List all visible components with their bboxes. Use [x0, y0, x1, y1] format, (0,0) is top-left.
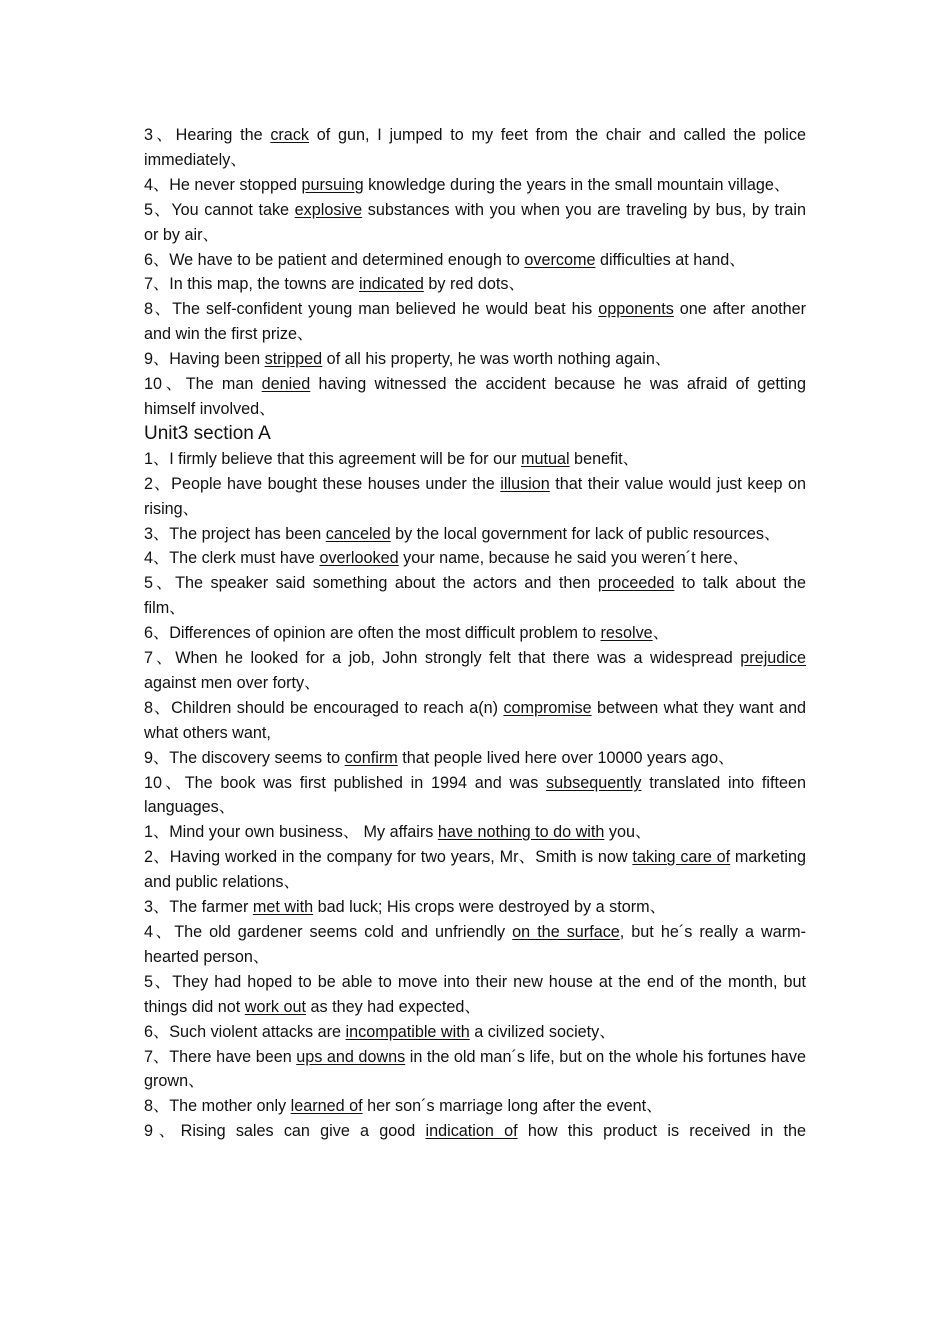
- sentence-item: 5、The speaker said something about the actors and then proceeded to talk about the film、: [144, 574, 806, 618]
- sentence-item: 10、The man denied having witnessed the accident because he was afraid of getting himself involved、: [144, 375, 806, 418]
- keyword: explosive: [294, 200, 363, 219]
- keyword: stripped: [264, 350, 323, 369]
- keyword: mutual: [520, 449, 570, 468]
- sentence-item: 1、I firmly believe that this agreement will be for our mutual benefit、: [144, 449, 639, 468]
- keyword: confirm: [344, 748, 398, 767]
- sentence-item: 8、Children should be encouraged to reach a(n) compromise between what they want and what others want,: [144, 698, 806, 742]
- sentence-item: 5、They had hoped to be able to move into their new house at the end of the month, but things did not work out as they had expected、: [144, 972, 806, 1016]
- keyword: pursuing: [301, 175, 364, 194]
- keyword: denied: [261, 375, 311, 394]
- keyword: ups and downs: [296, 1047, 406, 1066]
- keyword: met with: [252, 898, 314, 917]
- keyword: opponents: [598, 300, 674, 319]
- keyword: learned of: [290, 1097, 363, 1116]
- keyword: on the surface: [512, 923, 620, 941]
- document-page: [144, 123, 806, 1144]
- sentence-item: 4、He never stopped pursuing knowledge during the years in the small mountain village、: [144, 175, 791, 194]
- keyword: proceeded: [597, 574, 675, 593]
- sentence-item: 3、Hearing the crack of gun, I jumped to my feet from the chair and called the police immediately、: [144, 126, 806, 169]
- keyword: subsequently: [546, 773, 642, 792]
- sentence-item: 5、You cannot take explosive substances with you when you are traveling by bus, by train or by air、: [144, 200, 806, 244]
- keyword: incompatible with: [345, 1022, 470, 1041]
- keyword: have nothing to do with: [437, 823, 605, 842]
- keyword: canceled: [325, 524, 391, 543]
- keyword: prejudice: [740, 649, 806, 668]
- sentence-item: 7、In this map, the towns are indicated by red dots、: [144, 275, 525, 294]
- keyword: indicated: [359, 275, 424, 294]
- sentence-item: 6、We have to be patient and determined enough to overcome difficulties at hand、: [144, 250, 746, 269]
- keyword: overcome: [524, 250, 596, 269]
- sentence-item: 4、The clerk must have overlooked your name, because he said you weren´t here、: [144, 549, 749, 568]
- sentence-item: 8、The self-confident young man believed he would beat his opponents one after another and win the first prize、: [144, 300, 806, 344]
- keyword: resolve: [600, 624, 653, 643]
- sentence-item: 4、The old gardener seems cold and unfriendly on the surface, but he´s really a warm-hearted person、: [144, 923, 806, 966]
- keyword: work out: [244, 997, 306, 1016]
- sentence-item: 1、Mind your own business、 My affairs have nothing to do with you、: [144, 823, 652, 842]
- sentence-item: 6、Such violent attacks are incompatible with a civilized society、: [144, 1022, 616, 1041]
- sentence-item: 6、Differences of opinion are often the most difficult problem to resolve、: [144, 624, 669, 643]
- sentence-item: 2、Having worked in the company for two years, Mr、Smith is now taking care of marketing and public relations、: [144, 848, 806, 892]
- sentence-item: 3、The farmer met with bad luck; His crops were destroyed by a storm、: [144, 898, 666, 917]
- sentence-item: 3、The project has been canceled by the local government for lack of public resources、: [144, 524, 781, 543]
- sentence-item: 7、When he looked for a job, John strongly felt that there was a widespread prejudice against men over forty、: [144, 649, 806, 692]
- sentence-item: 9、Rising sales can give a good indication of how this product is received in the: [144, 1122, 806, 1141]
- section-heading: Unit3 section A: [144, 422, 271, 444]
- keyword: illusion: [500, 474, 550, 493]
- sentence-item: 8、The mother only learned of her son´s marriage long after the event、: [144, 1097, 663, 1116]
- sentence-item: 9、Having been stripped of all his property, he was worth nothing again、: [144, 350, 672, 369]
- keyword: indication of: [425, 1122, 518, 1141]
- sentence-item: 7、There have been ups and downs in the old man´s life, but on the whole his fortunes have grown、: [144, 1047, 806, 1091]
- sentence-item: 9、The discovery seems to confirm that people lived here over 10000 years ago、: [144, 748, 735, 767]
- keyword: crack: [270, 126, 310, 144]
- keyword: compromise: [503, 698, 592, 717]
- sentence-item: 2、People have bought these houses under the illusion that their value would just keep on rising、: [144, 474, 806, 518]
- sentence-item: 10、The book was first published in 1994 and was subsequently translated into fifteen languages、: [144, 773, 806, 817]
- keyword: taking care of: [632, 848, 731, 867]
- keyword: overlooked: [319, 549, 399, 568]
